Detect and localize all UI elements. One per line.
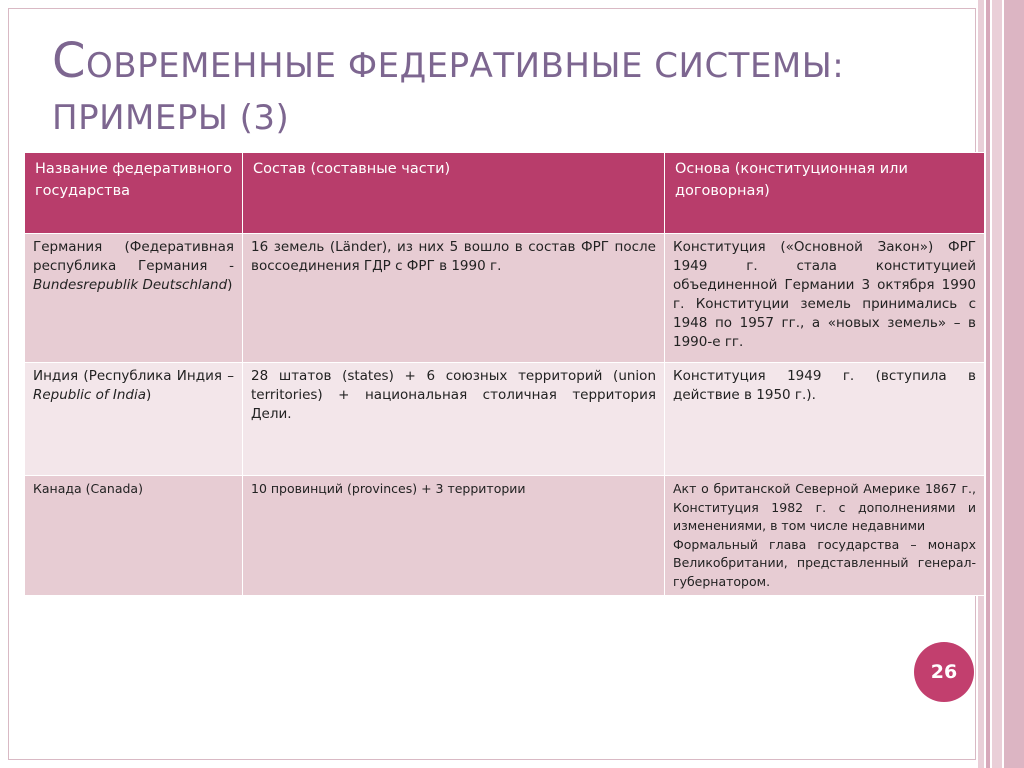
cell-basis-germany: Конституция («Основной Закон») ФРГ 1949 г. стала конституцией объединенной Германии 3 октября 1990 г. Конституции земель принимались с 1948 по 1957 гг., а «новых земель» – в 1990-е гг. [665, 234, 985, 363]
table-row-canada [25, 476, 985, 596]
header-state-name: Название федеративного государства [25, 153, 243, 234]
table-header-row [25, 153, 985, 234]
title-line-1: ОВРЕМЕННЫЕ ФЕДЕРАТИВНЫЕ СИСТЕМЫ: [86, 46, 845, 86]
title-line-2: ПРИМЕРЫ (3) [52, 98, 290, 138]
header-basis: Основа (конституционная или договорная) [665, 153, 985, 234]
state-name-text: Индия (Республика Индия – [33, 368, 234, 384]
basis-paragraph-2: Формальный глава государства – монарх Великобритании, представленный генерал-губернатором. [673, 536, 976, 589]
state-name-italic: Bundesrepublik Deutschland [33, 277, 228, 293]
basis-paragraph-1: Акт о британской Северной Америке 1867 г., Конституция 1982 г. с дополнениями и изменениями, в том числе недавними [673, 481, 976, 533]
cell-state-canada: Канада (Canada) [25, 476, 243, 596]
header-composition: Состав (составные части) [243, 153, 665, 234]
federations-table [24, 152, 985, 596]
slide-title [52, 33, 952, 143]
cell-composition-canada: 10 провинций (provinces) + 3 территории [243, 476, 665, 596]
title-first-letter: С [52, 33, 87, 89]
cell-composition-germany: 16 земель (Länder), из них 5 вошло в состав ФРГ после воссоединения ГДР с ФРГ в 1990 г. [243, 234, 665, 363]
cell-state-india [25, 363, 243, 476]
cell-basis-canada [665, 476, 985, 596]
table-row-germany [25, 234, 985, 363]
state-name-italic: Republic of India [33, 387, 147, 403]
cell-basis-india: Конституция 1949 г. (вступила в действие в 1950 г.). [665, 363, 985, 476]
state-name-text: Германия (Федеративная республика Германия - [33, 239, 234, 274]
cell-composition-india: 28 штатов (states) + 6 союзных территорий (union territories) + национальная столичная территория Дели. [243, 363, 665, 476]
cell-state-germany [25, 234, 243, 363]
table-row-india [25, 363, 985, 476]
page-number-badge: 26 [914, 642, 974, 702]
state-name-end: ) [227, 277, 233, 293]
state-name-end: ) [146, 387, 152, 403]
